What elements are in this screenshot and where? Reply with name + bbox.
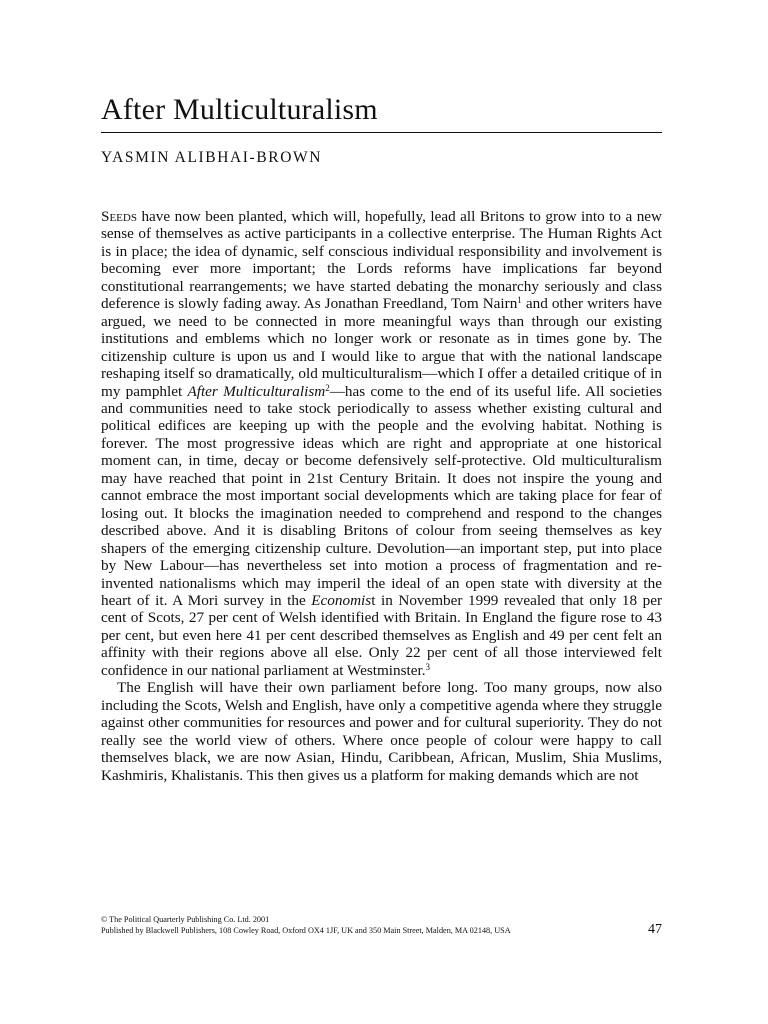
page-number: 47 (648, 922, 662, 937)
publisher-line: Published by Blackwell Publishers, 108 Cowley Road, Oxford OX4 1JF, UK and 350 Main Street, Malden, MA 02148, USA (101, 926, 511, 935)
copyright-line: © The Political Quarterly Publishing Co. Ltd. 2001 (101, 915, 270, 924)
article-page (101, 92, 662, 784)
footnote-ref-3[interactable]: 3 (425, 661, 431, 672)
title-rule (101, 132, 662, 133)
paragraph-1 (101, 208, 662, 679)
paragraph-1-part-b: and other writers have argued, we need to be connected in more meaningful ways than through our existing institutions and emblems which no longer work or resonate as in times gone by. The citizenship culture is upon us and I would like to argue that with the national landscape reshaping itself so dramatically, old multiculturalism—which I offer a detailed critique of in my pamphlet (101, 295, 662, 400)
page-footer (101, 914, 662, 936)
pamphlet-title: After Multiculturalism (187, 382, 326, 400)
opening-word: Seeds (101, 208, 137, 225)
footnote-ref-1[interactable]: 1 (517, 295, 522, 306)
paragraph-1-part-d: t in November 1999 revealed that only 18 per cent of Scots, 27 per cent of Welsh identified with Britain. In England the figure rose to 43 per cent, but even here 41 per cent described themselves as English and 49 per cent felt an affinity with their regions above all else. Only 22 per cent of all those interviewed felt confidence in our national parliament at Westminster. (101, 591, 662, 679)
article-title: After Multiculturalism (101, 93, 378, 126)
footnote-ref-2[interactable]: 2 (325, 382, 330, 393)
article-body (101, 208, 662, 784)
paragraph-1-part-a: have now been planted, which will, hopefully, lead all Britons to grow into to a new sense of themselves as active participants in a collective enterprise. The Human Rights Act is in place; the idea of dynamic, self conscious individual responsibility and involvement is becoming ever more important; the Lords reforms have implications far beyond constitutional rearrangements; we have started debating the monarchy seriously and class deference is slowly fading away. As Jonathan Freedland, Tom Nairn (101, 208, 662, 313)
article-author: YASMIN ALIBHAI-BROWN (101, 149, 323, 166)
paragraph-2: The English will have their own parliament before long. Too many groups, now also including the Scots, Welsh and English, have only a competitive agenda where they struggle against other communities for resources and power and for cultural superiority. They do not really see the world view of others. Where once people of colour were happy to call themselves black, we are now Asian, Hindu, Caribbean, African, Muslim, Shia Muslims, Kashmiris, Khalistanis. This then gives us a platform for making demands which are not (101, 679, 662, 784)
publication-name: Economis (311, 591, 372, 609)
paragraph-1-part-c: —has come to the end of its useful life. All societies and communities need to take stock periodically to assess whether existing cultural and political edifices are keeping up with the people and the evolving habitat. Nothing is forever. The most progressive ideas which are right and appropriate at one historical moment can, in time, decay or become defensively self-protective. Old multiculturalism may have reached that point in 21st Century Britain. It does not inspire the young and cannot embrace the most important social developments which are taking place for fear of losing out. It blocks the imagination needed to comprehend and respond to the changes described above. And it is disabling Britons of colour from seeing themselves as key shapers of the emerging citizenship culture. Devolution—an important step, put into place by New Labour—has nevertheless set into motion a process of fragmentation and re-invented nationalisms which may imperil the ideal of an open state with diversity at the heart of it. A Mori survey in the (101, 382, 662, 609)
